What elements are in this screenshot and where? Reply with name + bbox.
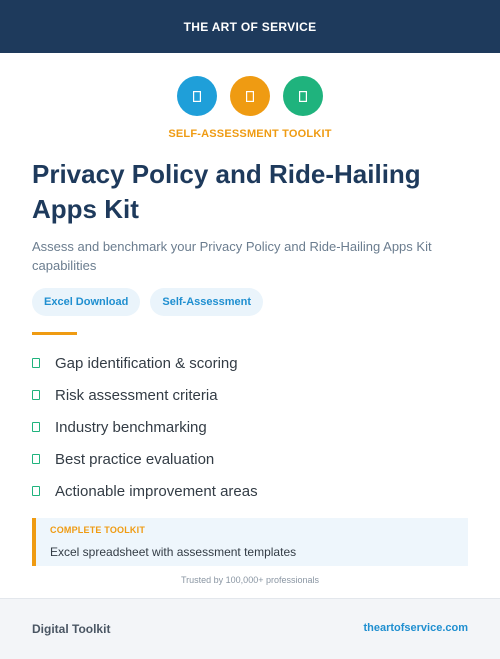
feature-label: Risk assessment criteria [55, 386, 218, 404]
tag-self-assessment: Self-Assessment [150, 288, 263, 316]
footer [0, 598, 500, 659]
list-item [32, 443, 258, 475]
accent-divider [32, 332, 77, 335]
footer-link[interactable]: theartofservice.com [363, 622, 468, 634]
brand-name: THE ART OF SERVICE [183, 19, 317, 34]
list-item [32, 411, 258, 443]
check-icon [32, 390, 40, 400]
top-banner [0, 0, 500, 53]
icon-orange [230, 76, 270, 116]
placeholder-glyph-icon [246, 91, 254, 102]
list-item [32, 347, 258, 379]
eyebrow-label: SELF-ASSESSMENT TOOLKIT [168, 128, 332, 140]
footer-label: Digital Toolkit [32, 622, 111, 636]
feature-icons [0, 76, 500, 116]
feature-label: Gap identification & scoring [55, 354, 238, 372]
icon-blue [177, 76, 217, 116]
tag-list [32, 288, 263, 316]
toolkit-callout [32, 518, 468, 566]
list-item [32, 475, 258, 507]
feature-label: Best practice evaluation [55, 450, 215, 468]
feature-list [32, 347, 258, 507]
trust-note: Trusted by 100,000+ professionals [180, 575, 319, 585]
feature-label: Actionable improvement areas [55, 482, 258, 500]
callout-heading: COMPLETE TOOLKIT [50, 525, 146, 535]
check-icon [32, 422, 40, 432]
callout-text: Excel spreadsheet with assessment templates [50, 545, 297, 559]
list-item [32, 379, 258, 411]
tag-excel-download: Excel Download [32, 288, 140, 316]
feature-label: Industry benchmarking [55, 418, 207, 436]
page-title: Privacy Policy and Ride-Hailing Apps Kit [32, 159, 421, 224]
page-subtitle: Assess and benchmark your Privacy Policy and Ride-Hailing Apps Kit capabilities [32, 239, 432, 273]
check-icon [32, 486, 40, 496]
check-icon [32, 454, 40, 464]
icon-green [283, 76, 323, 116]
placeholder-glyph-icon [193, 91, 201, 102]
check-icon [32, 358, 40, 368]
placeholder-glyph-icon [299, 91, 307, 102]
